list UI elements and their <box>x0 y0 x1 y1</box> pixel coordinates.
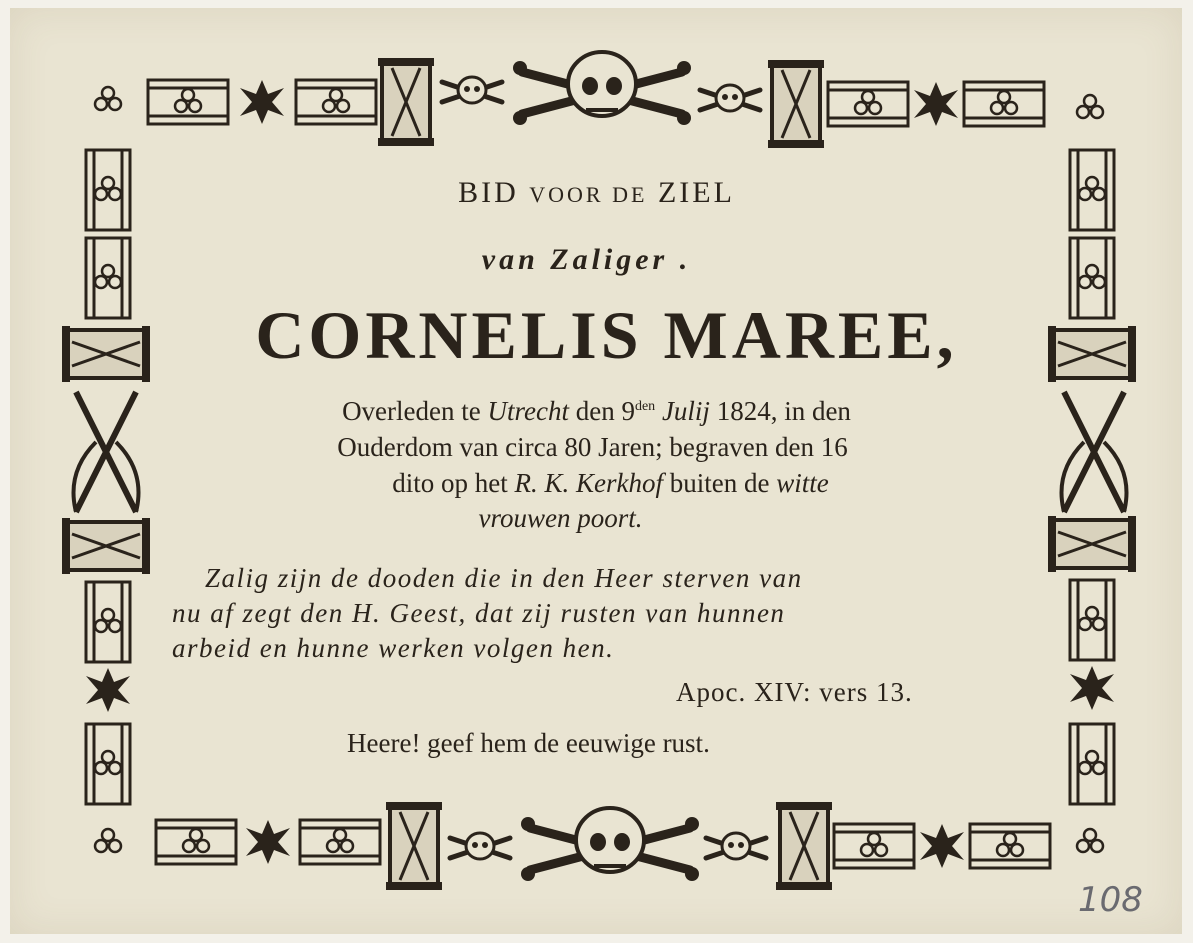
flower-band <box>964 82 1044 126</box>
scripture-quote-line: arbeid en hunne werken volgen hen. <box>172 633 615 663</box>
card-heading: BID VOOR DE ZIEL <box>458 176 735 209</box>
maltese-cross-icon <box>240 80 284 124</box>
maltese-cross-icon <box>920 824 964 868</box>
flower-cluster-icon <box>95 87 121 110</box>
maltese-cross-icon <box>86 668 130 712</box>
death-notice-line: vrouwen poort. <box>478 503 643 533</box>
flower-band <box>86 724 130 804</box>
flower-band <box>300 820 380 864</box>
skull-crossbones-icon <box>521 808 699 881</box>
death-notice-line: Overleden te Utrecht den $9^{den}$ Julij 1824, in den <box>342 396 851 426</box>
skull-crossbones-icon <box>450 833 510 859</box>
flower-band <box>1070 580 1114 660</box>
skull-crossbones-icon <box>706 833 766 859</box>
flower-band <box>296 80 376 124</box>
scripture-quote-line: Zalig zijn de dooden die in den Heer sterven van <box>205 563 803 593</box>
flower-band <box>148 80 228 124</box>
flower-band <box>86 582 130 662</box>
scripture-quote-line: nu af zegt den H. Geest, dat zij rusten van hunnen <box>172 598 786 628</box>
flower-cluster-icon <box>1077 95 1103 118</box>
flower-band <box>834 824 914 868</box>
maltese-cross-icon <box>246 820 290 864</box>
hourglass-icon <box>768 60 824 148</box>
skull-crossbones-icon <box>700 85 760 111</box>
flower-band <box>156 820 236 864</box>
flower-cluster-icon <box>95 829 121 852</box>
scripture-reference: Apoc. XIV: vers 13. <box>676 677 913 707</box>
maltese-cross-icon <box>914 82 958 126</box>
death-notice-line: Ouderdom van circa 80 Jaren; begraven den 16 <box>337 432 848 462</box>
flower-band <box>1070 724 1114 804</box>
skull-crossbones-icon <box>513 52 691 125</box>
flower-band <box>970 824 1050 868</box>
flower-cluster-icon <box>1077 829 1103 852</box>
card-subheading: van Zaliger . <box>481 243 692 276</box>
closing-prayer: Heere! geef hem de eeuwige rust. <box>347 728 710 758</box>
flower-band <box>828 82 908 126</box>
inventory-number: 108 <box>1078 880 1143 920</box>
death-notice-line: dito op het R. K. Kerkhof buiten de witte <box>392 468 829 498</box>
hourglass-icon <box>776 802 832 890</box>
hourglass-icon <box>378 58 434 146</box>
skull-crossbones-icon <box>442 77 502 103</box>
maltese-cross-icon <box>1070 666 1114 710</box>
deceased-name: CORNELIS MAREE, <box>255 297 958 373</box>
hourglass-icon <box>386 802 442 890</box>
